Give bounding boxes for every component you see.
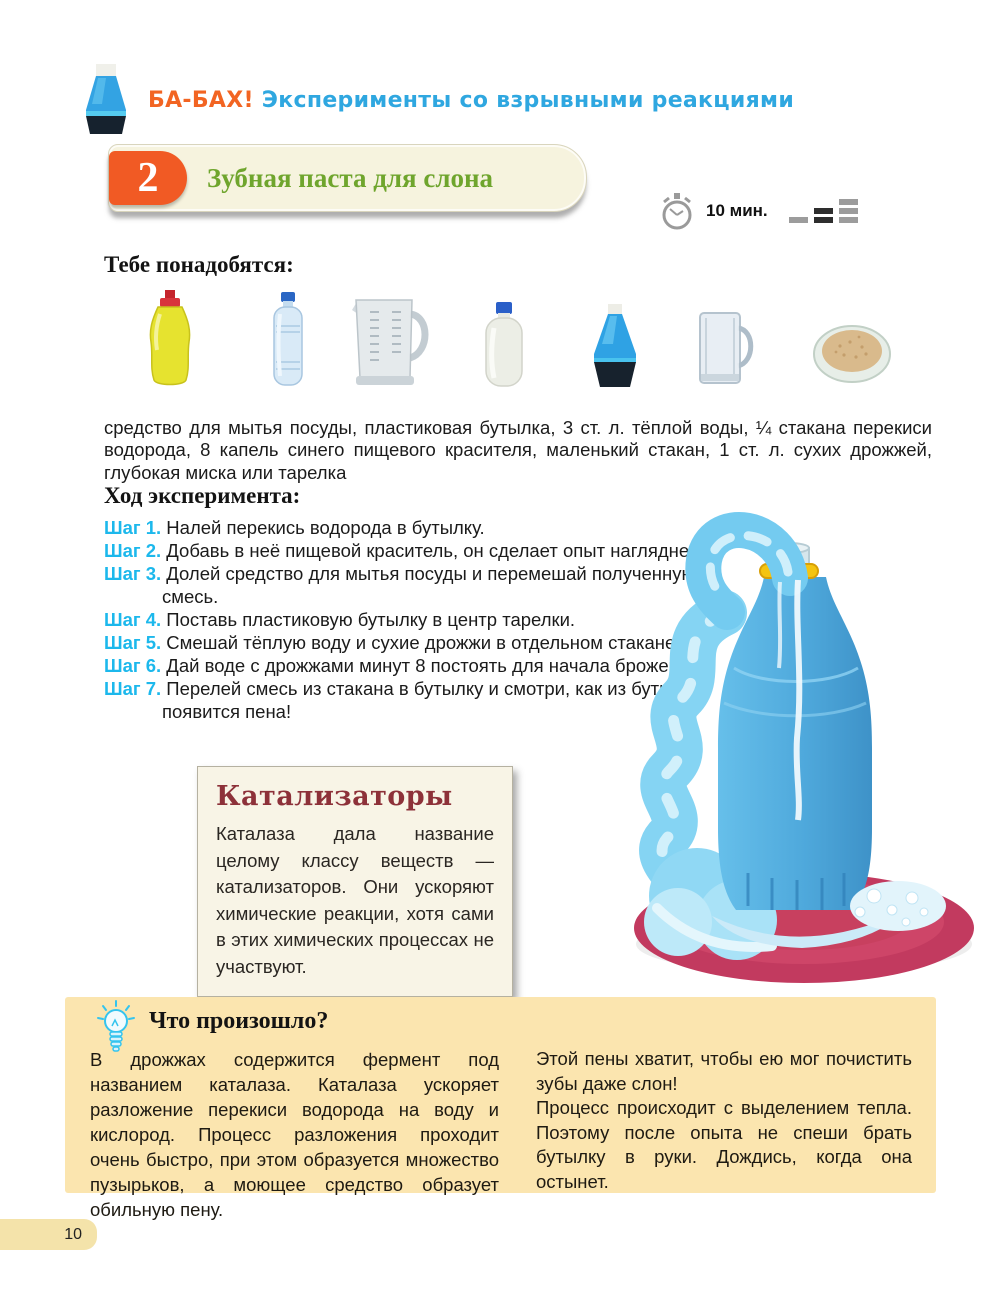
info-box-heading: Катализаторы xyxy=(216,781,453,812)
page-number: 10 xyxy=(64,1226,82,1243)
step-4-text: Поставь пластиковую бутылку в центр тарелки. xyxy=(166,609,576,630)
step-5-text: Смешай тёплую воду и сухие дрожжи в отдельном стакане. xyxy=(166,632,681,653)
step-2-label: Шаг 2. xyxy=(104,540,162,561)
bowl-of-dry-yeast-icon xyxy=(812,322,892,389)
procedure-heading: Ход эксперимента: xyxy=(104,483,301,508)
step-5-label: Шаг 5. xyxy=(104,632,162,653)
duration-label: 10 мин. xyxy=(706,201,768,220)
catalysts-info-box xyxy=(197,766,513,997)
step-1-label: Шаг 1. xyxy=(104,517,162,538)
explanation-right-column xyxy=(536,1047,912,1194)
blue-food-coloring-icon xyxy=(586,304,644,393)
step-6-label: Шаг 6. xyxy=(104,655,162,676)
step-7-text: Перелей смесь из стакана в бутылку и смотри, как из бутылки появится пена! xyxy=(162,678,702,722)
step-4-label: Шаг 4. xyxy=(104,609,162,630)
step-2-text: Добавь в неё пищевой краситель, он сделает опыт нагляднее. xyxy=(166,540,705,561)
experiment-title: Зубная паста для слона xyxy=(207,163,494,193)
blue-flask-logo-icon xyxy=(80,64,132,136)
step-6-text: Дай воде с дрожжами минут 8 постоять для начала брожения. xyxy=(166,655,705,676)
difficulty-level-icon xyxy=(788,198,860,224)
explanation-heading: Что произошло? xyxy=(149,1008,329,1034)
experiment-number-badge: 2 xyxy=(109,151,187,205)
step-7-label: Шаг 7. xyxy=(104,678,162,699)
step-3-text: Долей средство для мытья посуды и перемешай полученную смесь. xyxy=(162,563,696,607)
brand-name: БА-БАХ! xyxy=(148,88,254,113)
experiment-banner xyxy=(108,144,587,212)
book-title xyxy=(148,88,794,113)
experiment-meta xyxy=(660,190,860,232)
materials-description: средство для мытья посуды, пластиковая бутылка, 3 ст. л. тёплой воды, ¼ стакана перекиси водорода, 8 капель синего пищевого красителя, маленький стакан, 1 ст. л. сухих дрожжей, глубокая миска или тарелка xyxy=(104,416,932,483)
small-glass-icon xyxy=(692,310,758,393)
foaming-bottle-photo xyxy=(612,498,982,1000)
info-box-text: Каталаза дала название целому классу веществ — катализаторов. Они ускоряют химические реакции, хотя сами в этих химических процессах не участвуют. xyxy=(216,823,494,977)
page-header xyxy=(80,64,795,136)
brand-subtitle: Эксперименты со взрывными реакциями xyxy=(261,88,795,113)
dish-soap-bottle-icon xyxy=(140,290,200,393)
step-1-text: Налей перекись водорода в бутылку. xyxy=(166,517,485,538)
stopwatch-icon xyxy=(660,190,694,232)
explanation-left-column: В дрожжах содержится фермент под названием каталаза. Каталаза ускоряет разложение перекиси водорода на воду и кислород. Процесс разложения проходит очень быстро, при этом образуется множество пузырьков, а моющее средство образует обильную пену. xyxy=(90,1049,499,1220)
step-3-label: Шаг 3. xyxy=(104,563,162,584)
page-number-tab xyxy=(0,1219,97,1250)
measuring-jug-icon xyxy=(344,292,436,395)
hydrogen-peroxide-bottle-icon xyxy=(478,302,530,393)
explanation-right-p1: Этой пены хватит, чтобы ею мог почистить зубы даже слон! xyxy=(536,1048,912,1094)
explanation-right-p2: Процесс происходит с выделением тепла. Поэтому после опыта не спеши брать бутылку в руки. Дождись, когда она остынет. xyxy=(536,1097,912,1192)
plastic-water-bottle-icon xyxy=(262,292,314,393)
materials-heading: Тебе понадобятся: xyxy=(104,252,294,277)
